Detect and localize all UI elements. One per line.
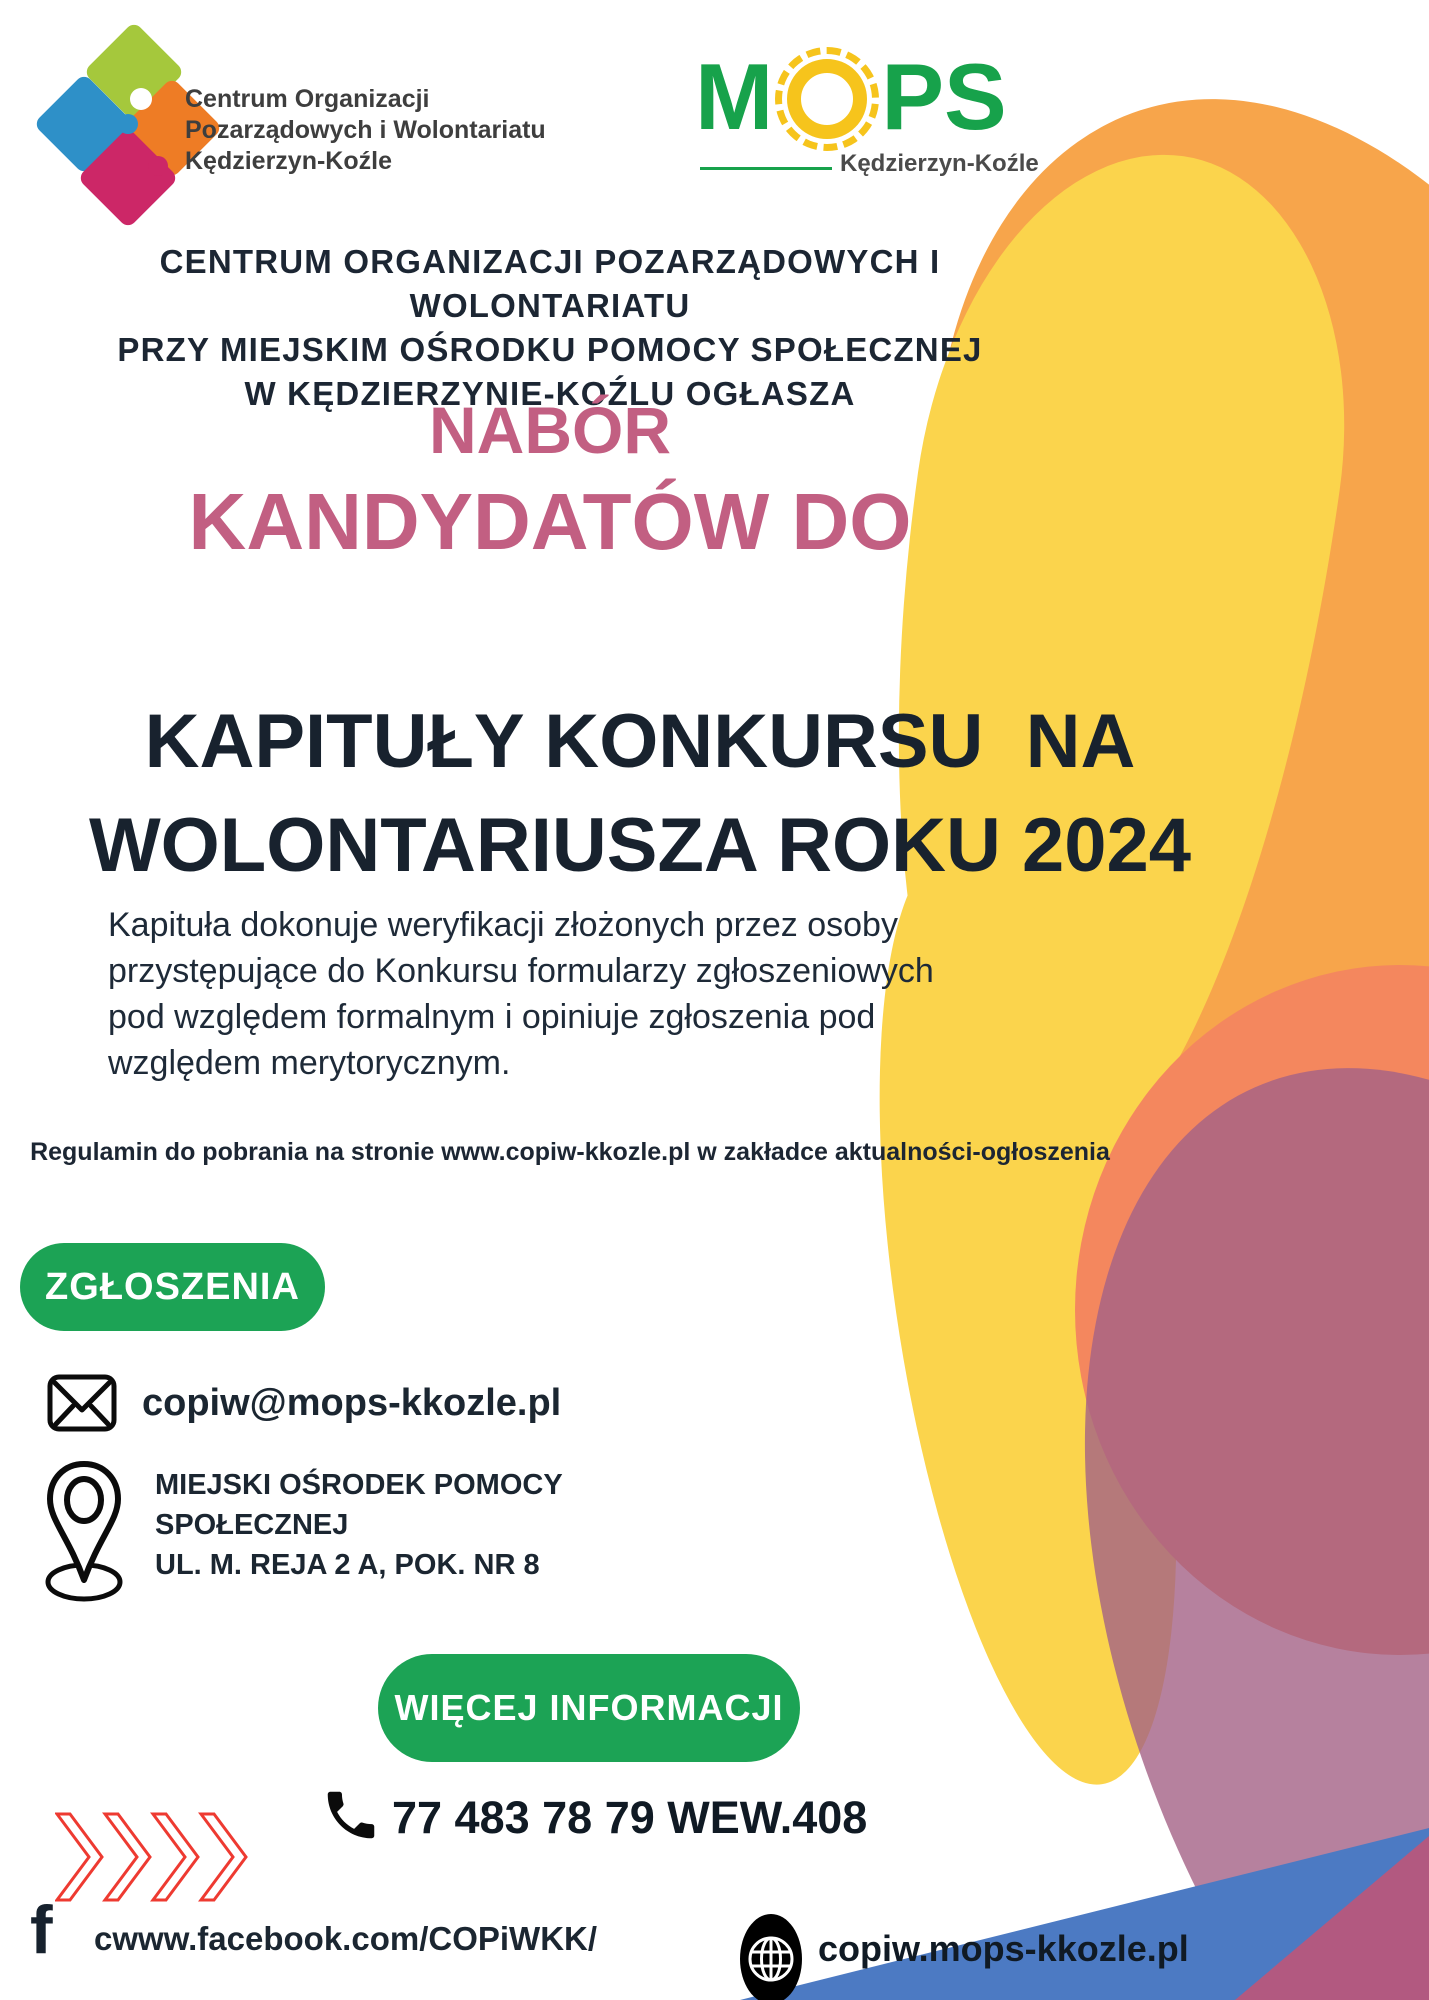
- paragraph-line3: pod względem formalnym i opiniuje zgłoszenia pod: [108, 998, 876, 1036]
- facebook-icon: f: [30, 1892, 53, 1968]
- title-main-line1: KAPITUŁY KONKURSU NA: [144, 699, 1136, 784]
- copiw-logo-line3: Kędzierzyn-Koźle: [185, 147, 392, 175]
- title-accent: [35, 392, 1065, 568]
- phone-icon: [320, 1784, 382, 1851]
- address-line2: SPOŁECZNEJ: [155, 1509, 349, 1541]
- address-line1: MIEJSKI OŚRODEK POMOCY: [155, 1469, 563, 1501]
- email-icon: [45, 1366, 119, 1445]
- globe-icon: [740, 1914, 802, 2000]
- wiecej-informacji-button[interactable]: WIĘCEJ INFORMACJI: [378, 1654, 800, 1762]
- paragraph-line1: Kapituła dokonuje weryfikacji złożonych przez osoby: [108, 906, 898, 944]
- sun-icon: [787, 59, 867, 139]
- header-line3: W KĘDZIERZYNIE-KOŹLU OGŁASZA: [244, 375, 856, 412]
- copiw-logo-line2: Pozarządowych i Wolontariatu: [185, 116, 546, 144]
- paragraph-line2: przystępujące do Konkursu formularzy zgłoszeniowych: [108, 952, 934, 990]
- announcement-header: [35, 240, 1065, 416]
- title-main: [0, 690, 1280, 898]
- zgloszenia-button[interactable]: ZGŁOSZENIA: [20, 1243, 325, 1331]
- copiw-logo-line1: Centrum Organizacji: [185, 85, 430, 113]
- title-accent-line2: KANDYDATÓW DO: [188, 477, 912, 566]
- body-paragraph: [108, 902, 1028, 1086]
- puzzle-notch: [130, 88, 152, 110]
- chevrons-right-icon: [55, 1812, 250, 1907]
- mops-subtitle: Kędzierzyn-Koźle: [840, 150, 1039, 177]
- mops-letter-m: M: [695, 44, 774, 149]
- title-accent-line1: NABÓR: [429, 393, 671, 467]
- header-line2: PRZY MIEJSKIM OŚRODKU POMOCY SPOŁECZNEJ: [117, 331, 983, 368]
- copiw-logo-text: [185, 84, 546, 177]
- mops-letters-ps: PS: [881, 44, 1007, 149]
- puzzle-knob-pink: [148, 156, 168, 176]
- puzzle-knob-blue: [118, 114, 138, 134]
- website-url[interactable]: copiw.mops-kkozle.pl: [818, 1928, 1189, 1969]
- address-block: [155, 1465, 563, 1585]
- phone-number: 77 483 78 79 WEW.408: [392, 1792, 868, 1843]
- paragraph-line4: względem merytorycznym.: [108, 1044, 511, 1082]
- title-main-line2: WOLONTARIUSZA ROKU 2024: [88, 803, 1192, 888]
- header-line1: CENTRUM ORGANIZACJI POZARZĄDOWYCH I WOLONTARIATU: [159, 243, 941, 324]
- email-address[interactable]: copiw@mops-kkozle.pl: [142, 1382, 562, 1424]
- mops-underline: [700, 167, 832, 170]
- regulamin-note: Regulamin do pobrania na stronie www.copiw-kkozle.pl w zakładce aktualności-ogłoszenia: [30, 1138, 1110, 1166]
- facebook-url[interactable]: cwww.facebook.com/COPiWKK/: [94, 1920, 598, 1957]
- address-line3: UL. M. REJA 2 A, POK. NR 8: [155, 1549, 540, 1581]
- mops-logo: [695, 44, 1007, 149]
- location-pin-icon: [36, 1456, 132, 1613]
